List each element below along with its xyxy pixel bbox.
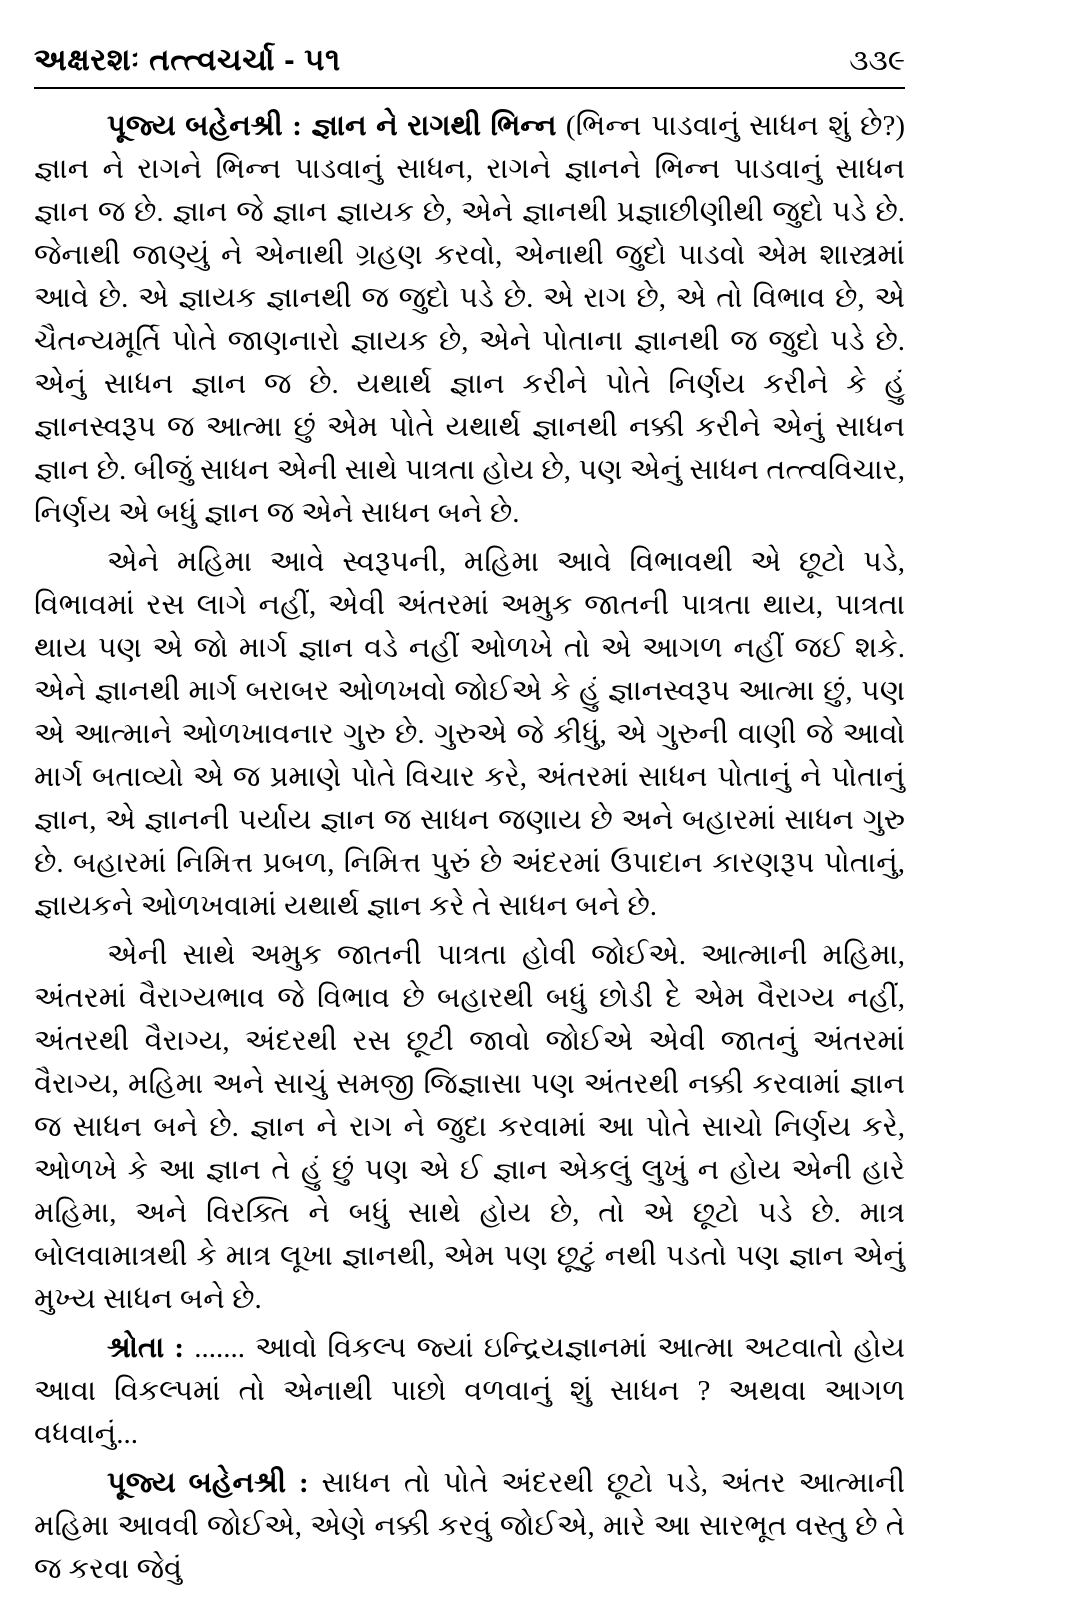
- speaker-label: પૂજ્ય બહેનશ્રી : જ્ઞાન ને રાગથી ભિન્ન: [107, 110, 557, 142]
- paragraph-text: ....... આવો વિકલ્પ જ્યાં ઇન્દ્રિયજ્ઞાનમાં આત્મા અટવાતો હોય આવા વિકલ્પમાં તો એનાથી પાછો વળવાનું શું સાધન ? અથવા આગળ વધવાનું...: [34, 1332, 906, 1450]
- paragraph-text: એની સાથે અમુક જાતની પાત્રતા હોવી જોઈએ. આત્માની મહિમા, અંતરમાં વૈરાગ્યભાવ જે વિભાવ છે બહારથી બધું છોડી દે એમ વૈરાગ્ય નહીં, અંતરથી વૈરાગ્ય, અંદરથી રસ છૂટી જાવો જોઈએ એવી જાતનું અંતરમાં વૈરાગ્ય, મહિમા અને સાચું સમજી જિજ્ઞાસા પણ અંતરથી નક્કી કરવામાં જ્ઞાન જ સાધન બને છે. જ્ઞાન ને રાગ ને જુદા કરવામાં આ પોતે સાચો નિર્ણય કરે, ઓળખે કે આ જ્ઞાન તે હું છું પણ એ ઈ જ્ઞાન એકલું લુખું ન હોય એની હારે મહિમા, અને વિરક્તિ ને બધું સાથે હોય છે, તો એ છૂટો પડે છે. માત્ર બોલવામાત્રથી કે માત્ર લૂખા જ્ઞાનથી, એમ પણ છૂટું નથી પડતો પણ જ્ઞાન એનું મુખ્ય સાધન બને છે.: [34, 939, 905, 1315]
- paragraph-text: સાધન તો પોતે અંદરથી છૂટો પડે, અંતર આત્માની મહિમા આવવી જોઈએ, એણે નક્કી કરવું જોઈએ, મારે આ સારભૂત વસ્તુ છે તે જ કરવા જેવું: [34, 1467, 906, 1585]
- paragraph-speaker-answer: [34, 1462, 905, 1591]
- paragraph-text: (ભિન્ન પાડવાનું સાધન શું છે?) જ્ઞાન ને રાગને ભિન્ન પાડવાનું સાધન, રાગને જ્ઞાનને ભિન્ન પાડવાનું સાધન જ્ઞાન જ છે. જ્ઞાન જે જ્ઞાન જ્ઞાયક છે, એને જ્ઞાનથી પ્રજ્ઞાછીણીથી જુદો પડે છે. જેનાથી જાણ્યું ને એનાથી ગ્રહણ કરવો, એનાથી જુદો પાડવો એમ શાસ્ત્રમાં આવે છે. એ જ્ઞાયક જ્ઞાનથી જ જુદો પડે છે. એ રાગ છે, એ તો વિભાવ છે, એ ચૈતન્યમૂર્તિ પોતે જાણનારો જ્ઞાયક છે, એને પોતાના જ્ઞાનથી જ જુદો પડે છે. એનું સાધન જ્ઞાન જ છે. યથાર્થ જ્ઞાન કરીને પોતે નિર્ણય કરીને કે હું જ્ઞાનસ્વરૂપ જ આત્મા છું એમ પોતે યથાર્થ જ્ઞાનથી નક્કી કરીને એનું સાધન જ્ઞાન છે. બીજું સાધન એની સાથે પાત્રતા હોય છે, પણ એનું સાધન તત્ત્વવિચાર, નિર્ણય એ બધું જ્ઞાન જ એને સાધન બને છે.: [34, 110, 905, 529]
- running-title: અક્ષરશઃ તત્ત્વચર્ચા - ૫૧: [34, 42, 341, 77]
- paragraph-listener-question: [34, 1327, 905, 1456]
- speaker-label: પૂજ્ય બહેનશ્રી :: [107, 1467, 309, 1499]
- paragraph: [34, 934, 905, 1321]
- page-header: [34, 42, 905, 89]
- page-number: ૩૩૯: [849, 45, 905, 77]
- paragraph-speaker-answer: [34, 105, 905, 535]
- paragraph: [34, 541, 905, 928]
- speaker-label: શ્રોતા :: [107, 1332, 185, 1364]
- page-body: [34, 105, 905, 1591]
- paragraph-text: એને મહિમા આવે સ્વરૂપની, મહિમા આવે વિભાવથી એ છૂટો પડે, વિભાવમાં રસ લાગે નહીં, એવી અંતરમાં અમુક જાતની પાત્રતા થાય, પાત્રતા થાય પણ એ જો માર્ગ જ્ઞાન વડે નહીં ઓળખે તો એ આગળ નહીં જઈ શકે. એને જ્ઞાનથી માર્ગ બરાબર ઓળખવો જોઈએ કે હું જ્ઞાનસ્વરૂપ આત્મા છું, પણ એ આત્માને ઓળખાવનાર ગુરુ છે. ગુરુએ જે કીધું, એ ગુરુની વાણી જે આવો માર્ગ બતાવ્યો એ જ પ્રમાણે પોતે વિચાર કરે, અંતરમાં સાધન પોતાનું ને પોતાનું જ્ઞાન, એ જ્ઞાનની પર્યાય જ્ઞાન જ સાધન જણાય છે અને બહારમાં સાધન ગુરુ છે. બહારમાં નિમિત્ત પ્રબળ, નિમિત્ત પુરું છે અંદરમાં ઉપાદાન કારણરૂપ પોતાનું, જ્ઞાયકને ઓળખવામાં યથાર્થ જ્ઞાન કરે તે સાધન બને છે.: [34, 546, 905, 922]
